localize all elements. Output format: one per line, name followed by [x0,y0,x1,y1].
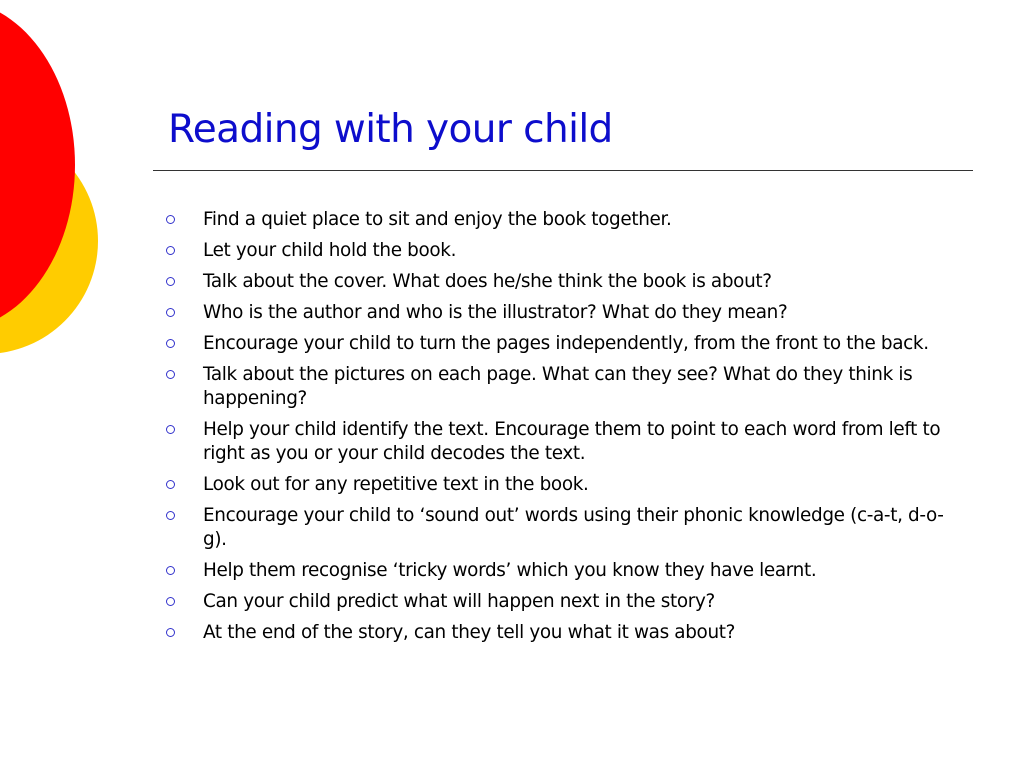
bullet-circle-icon [166,597,175,606]
bullet-circle-icon [166,246,175,255]
bullet-text: Help your child identify the text. Encourage them to point to each word from left to right as you or your child decodes the text. [203,419,941,464]
bullet-circle-icon [166,425,175,434]
bullet-item [160,270,960,294]
bullet-text: Help them recognise ‘tricky words’ which you know they have learnt. [203,560,817,581]
title-divider [153,170,973,171]
bullet-item [160,208,960,232]
bullet-item [160,301,960,325]
bullet-circle-icon [166,628,175,637]
bullet-text: Talk about the pictures on each page. What can they see? What do they think is happening? [203,364,913,409]
bullet-circle-icon [166,511,175,520]
bullet-circle-icon [166,370,175,379]
bullet-circle-icon [166,215,175,224]
bullet-item [160,473,960,497]
bullet-list [160,208,960,652]
bullet-item [160,239,960,263]
bullet-circle-icon [166,339,175,348]
bullet-text: Encourage your child to ‘sound out’ words using their phonic knowledge (c-a-t, d-o-g). [203,505,944,550]
bullet-circle-icon [166,308,175,317]
bullet-text: Who is the author and who is the illustrator? What do they mean? [203,302,788,323]
bullet-text: Talk about the cover. What does he/she think the book is about? [203,271,772,292]
bullet-circle-icon [166,480,175,489]
bullet-text: Encourage your child to turn the pages independently, from the front to the back. [203,333,929,354]
bullet-item [160,363,960,411]
bullet-item [160,332,960,356]
bullet-item [160,559,960,583]
slide-title: Reading with your child [168,107,613,152]
bullet-circle-icon [166,566,175,575]
bullet-text: At the end of the story, can they tell you what it was about? [203,622,736,643]
bullet-circle-icon [166,277,175,286]
bullet-text: Look out for any repetitive text in the book. [203,474,589,495]
bullet-item [160,621,960,645]
bullet-item [160,590,960,614]
bullet-text: Can your child predict what will happen next in the story? [203,591,715,612]
bullet-text: Find a quiet place to sit and enjoy the book together. [203,209,672,230]
bullet-item [160,504,960,552]
bullet-text: Let your child hold the book. [203,240,457,261]
bullet-item [160,418,960,466]
